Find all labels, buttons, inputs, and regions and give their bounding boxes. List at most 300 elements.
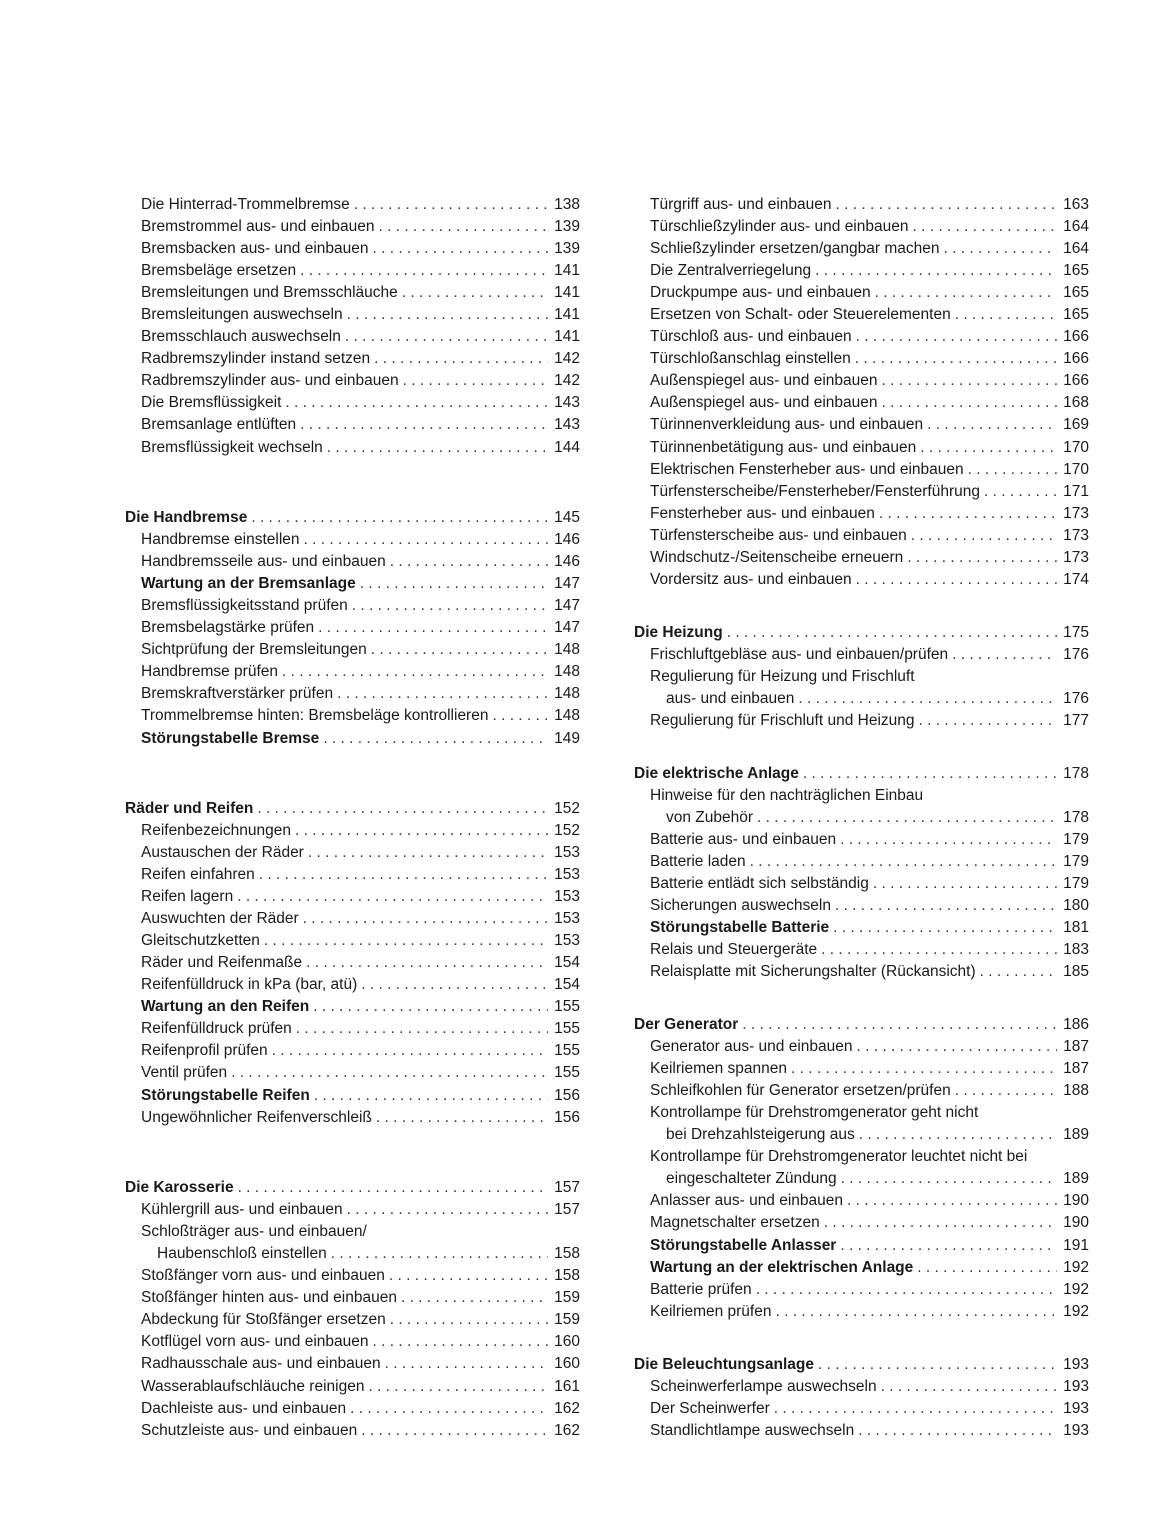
toc-entry-title: Bremsanlage entlüften [141, 416, 297, 433]
toc-entry [125, 238, 580, 260]
dot-leader [314, 1085, 548, 1107]
toc-entry-title: Vordersitz aus- und einbauen [650, 571, 852, 588]
toc-page-number: 152 [554, 822, 580, 839]
toc-section-heading [125, 507, 580, 529]
dot-leader [875, 282, 1057, 304]
dot-leader [955, 304, 1057, 326]
toc-entry [634, 666, 1089, 688]
toc-entry [125, 1353, 580, 1375]
toc-entry [125, 661, 580, 683]
toc-entry-title: Radhausschale aus- und einbauen [141, 1355, 381, 1372]
toc-entry-title: Die Heizung [634, 624, 723, 641]
toc-page-number: 193 [1063, 1422, 1089, 1439]
toc-entry-title: Gleitschutzketten [141, 932, 260, 949]
toc-entry-title: Störungstabelle Bremse [141, 730, 320, 747]
toc-entry-title: Batterie entlädt sich selbständig [650, 875, 869, 892]
toc-entry [634, 895, 1089, 917]
toc-entry [125, 617, 580, 639]
dot-leader [403, 370, 548, 392]
toc-entry [634, 1036, 1089, 1058]
toc-entry [125, 908, 580, 930]
toc-entry [125, 820, 580, 842]
toc-page-number: 166 [1063, 328, 1089, 345]
toc-entry [634, 414, 1089, 436]
toc-entry-title: Kühlergrill aus- und einbauen [141, 1201, 343, 1218]
toc-page-number: 166 [1063, 350, 1089, 367]
toc-entry [125, 1243, 580, 1265]
dot-leader [373, 1331, 549, 1353]
toc-entry-title: Die elektrische Anlage [634, 765, 799, 782]
toc-entry [634, 1212, 1089, 1234]
toc-entry [125, 1331, 580, 1353]
dot-leader [919, 710, 1058, 732]
toc-page-number: 142 [554, 350, 580, 367]
toc-entry-title: Wartung an der Bremsanlage [141, 575, 356, 592]
dot-leader [295, 820, 548, 842]
toc-entry [125, 529, 580, 551]
toc-entry [634, 525, 1089, 547]
toc-entry-title: Batterie laden [650, 853, 746, 870]
toc-page-number: 147 [554, 619, 580, 636]
dot-leader [354, 194, 548, 216]
toc-entry-title: Haubenschloß einstellen [157, 1245, 327, 1262]
toc-entry-title: Wartung an der elektrischen Anlage [650, 1259, 914, 1276]
dot-leader [927, 414, 1057, 436]
dot-leader [323, 728, 548, 750]
toc-entry [125, 639, 580, 661]
dot-leader [285, 392, 548, 414]
toc-entry-title: Kontrollampe für Drehstromgenerator leuchtet nicht bei [650, 1148, 1028, 1165]
toc-page-number: 156 [554, 1087, 580, 1104]
toc-page-number: 190 [1063, 1192, 1089, 1209]
toc-entry-title: bei Drehzahlsteigerung aus [666, 1126, 855, 1143]
toc-entry-title: Bremsflüssigkeit wechseln [141, 439, 323, 456]
toc-page-number: 186 [1063, 1016, 1089, 1033]
toc-entry-title: Räder und Reifenmaße [141, 954, 303, 971]
toc-page-number: 155 [554, 1020, 580, 1037]
dot-leader [237, 886, 548, 908]
toc-page-number: 170 [1063, 439, 1089, 456]
toc-entry [125, 370, 580, 392]
dot-leader [757, 807, 1057, 829]
toc-page-number: 143 [554, 394, 580, 411]
toc-entry [634, 851, 1089, 873]
dot-leader [835, 895, 1057, 917]
toc-entry [634, 392, 1089, 414]
toc-entry-title: Die Bremsflüssigkeit [141, 394, 282, 411]
dot-leader [345, 326, 548, 348]
dot-leader [756, 1279, 1057, 1301]
dot-leader [952, 644, 1057, 666]
toc-page-number: 171 [1063, 483, 1089, 500]
toc-entry [125, 595, 580, 617]
toc-entry-title: Störungstabelle Reifen [141, 1087, 310, 1104]
toc-entry-title: Reifen lagern [141, 888, 234, 905]
toc-page-number: 179 [1063, 853, 1089, 870]
toc-page-number: 139 [554, 240, 580, 257]
toc-entry [634, 370, 1089, 392]
toc-page-number: 157 [554, 1201, 580, 1218]
dot-leader [879, 503, 1057, 525]
toc-entry-title: Ersetzen von Schalt- oder Steuerelementen [650, 306, 951, 323]
toc-entry [125, 551, 580, 573]
dot-leader [984, 481, 1057, 503]
toc-entry-title: Türinnenbetätigung aus- und einbauen [650, 439, 917, 456]
dot-leader [402, 282, 548, 304]
toc-entry-title: Abdeckung für Stoßfänger ersetzen [141, 1311, 386, 1328]
toc-entry [634, 503, 1089, 525]
toc-page-number: 162 [554, 1422, 580, 1439]
dot-leader [385, 1353, 548, 1375]
toc-entry-title: Türschloß aus- und einbauen [650, 328, 852, 345]
toc-entry-title: eingeschalteter Zündung [666, 1170, 837, 1187]
toc-entry-title: Frischluftgebläse aus- und einbauen/prüfen [650, 646, 949, 663]
toc-page-number: 189 [1063, 1170, 1089, 1187]
dot-leader [980, 961, 1057, 983]
toc-entry [125, 1085, 580, 1107]
dot-leader [303, 908, 548, 930]
dot-leader [390, 1309, 548, 1331]
toc-page-number: 156 [554, 1109, 580, 1126]
toc-entry [634, 547, 1089, 569]
toc-page-number: 162 [554, 1400, 580, 1417]
dot-leader [873, 873, 1057, 895]
toc-entry [125, 392, 580, 414]
toc-page-number: 193 [1063, 1356, 1089, 1373]
toc-page-number: 138 [554, 196, 580, 213]
toc-page-number: 141 [554, 262, 580, 279]
toc-page-number: 152 [554, 800, 580, 817]
dot-leader [401, 1287, 548, 1309]
dot-leader [857, 1036, 1057, 1058]
toc-entry [125, 974, 580, 996]
toc-entry-title: Bremsflüssigkeitsstand prüfen [141, 597, 348, 614]
toc-entry-title: Die Zentralverriegelung [650, 262, 812, 279]
toc-entry-title: Die Beleuchtungsanlage [634, 1356, 815, 1373]
toc-entry [634, 569, 1089, 591]
dot-leader [251, 507, 548, 529]
dot-leader [727, 622, 1057, 644]
toc-page-number: 187 [1063, 1038, 1089, 1055]
toc-page-number: 173 [1063, 505, 1089, 522]
toc-page-number: 193 [1063, 1400, 1089, 1417]
dot-leader [296, 1018, 548, 1040]
toc-section-heading [125, 1177, 580, 1199]
toc-entry [634, 1279, 1089, 1301]
toc-page-number: 141 [554, 328, 580, 345]
dot-leader [374, 348, 548, 370]
toc-entry-title: Sicherungen auswechseln [650, 897, 831, 914]
toc-page-number: 153 [554, 888, 580, 905]
dot-leader [313, 996, 548, 1018]
dot-leader [775, 1301, 1057, 1323]
toc-page-number: 146 [554, 553, 580, 570]
toc-page-number: 165 [1063, 262, 1089, 279]
toc-entry-title: Reifenprofil prüfen [141, 1042, 268, 1059]
dot-leader [955, 1080, 1057, 1102]
toc-entry [125, 1018, 580, 1040]
toc-entry-title: Batterie aus- und einbauen [650, 831, 837, 848]
toc-entry [634, 1080, 1089, 1102]
toc-page-number: 148 [554, 641, 580, 658]
toc-entry [634, 1235, 1089, 1257]
dot-leader [378, 216, 548, 238]
dot-leader [492, 705, 548, 727]
toc-page-number: 188 [1063, 1082, 1089, 1099]
toc-page-number: 154 [554, 954, 580, 971]
toc-entry-title: Handbremse prüfen [141, 663, 278, 680]
toc-page-number: 183 [1063, 941, 1089, 958]
toc-entry [634, 939, 1089, 961]
toc-entry-title: Druckpumpe aus- und einbauen [650, 284, 871, 301]
toc-page-number: 147 [554, 597, 580, 614]
toc-entry [634, 1102, 1089, 1124]
toc-page-number: 155 [554, 1042, 580, 1059]
toc-entry [125, 842, 580, 864]
toc-page-number: 191 [1063, 1237, 1089, 1254]
toc-page-number: 159 [554, 1289, 580, 1306]
toc-entry [125, 1221, 580, 1243]
toc-page-number: 180 [1063, 897, 1089, 914]
toc-entry [125, 1398, 580, 1420]
toc-entry-title: Scheinwerferlampe auswechseln [650, 1378, 877, 1395]
toc-entry [634, 873, 1089, 895]
toc-entry [125, 414, 580, 436]
toc-page-number: 177 [1063, 712, 1089, 729]
toc-entry [125, 705, 580, 727]
toc-entry-title: Reifenfülldruck in kPa (bar, atü) [141, 976, 358, 993]
toc-entry [634, 917, 1089, 939]
toc-entry-title: Die Karosserie [125, 1179, 234, 1196]
toc-entry-title: Bremsbacken aus- und einbauen [141, 240, 369, 257]
toc-page-number: 153 [554, 932, 580, 949]
toc-page-number: 181 [1063, 919, 1089, 936]
toc-entry-title: Ungewöhnlicher Reifenverschleiß [141, 1109, 372, 1126]
toc-page-number: 160 [554, 1355, 580, 1372]
toc-entry [125, 996, 580, 1018]
toc-entry-title: Die Hinterrad-Trommelbremse [141, 196, 350, 213]
toc-entry-title: Bremstrommel aus- und einbauen [141, 218, 375, 235]
toc-entry-title: Der Scheinwerfer [650, 1400, 770, 1417]
dot-leader [824, 1212, 1057, 1234]
dot-leader [376, 1107, 548, 1129]
dot-leader [911, 525, 1057, 547]
toc-entry [634, 238, 1089, 260]
toc-entry-title: Radbremszylinder aus- und einbauen [141, 372, 399, 389]
dot-leader [308, 842, 548, 864]
toc-entry-title: Schutzleiste aus- und einbauen [141, 1422, 358, 1439]
toc-entry [634, 282, 1089, 304]
toc-entry [634, 1301, 1089, 1323]
toc-page-number: 164 [1063, 240, 1089, 257]
toc-entry [634, 644, 1089, 666]
toc-entry [125, 1376, 580, 1398]
toc-entry-title: Störungstabelle Anlasser [650, 1237, 837, 1254]
toc-entry-title: Handbremse einstellen [141, 531, 300, 548]
toc-page-number: 193 [1063, 1378, 1089, 1395]
dot-leader [858, 1420, 1057, 1442]
toc-entry [634, 1190, 1089, 1212]
dot-leader [264, 930, 548, 952]
toc-page-number: 153 [554, 844, 580, 861]
dot-leader [360, 573, 548, 595]
toc-entry [125, 886, 580, 908]
toc-page-number: 157 [554, 1179, 580, 1196]
toc-entry-title: Türfensterscheibe aus- und einbauen [650, 527, 907, 544]
dot-leader [836, 194, 1057, 216]
toc-page-number: 153 [554, 910, 580, 927]
toc-entry [634, 459, 1089, 481]
toc-entry-title: Sichtprüfung der Bremsleitungen [141, 641, 367, 658]
toc-page-number: 173 [1063, 549, 1089, 566]
toc-page-number: 147 [554, 575, 580, 592]
toc-page-number: 161 [554, 1378, 580, 1395]
toc-entry [634, 1168, 1089, 1190]
toc-page-number: 164 [1063, 218, 1089, 235]
toc-entry-title: Keilriemen spannen [650, 1060, 788, 1077]
toc-entry [634, 260, 1089, 282]
toc-entry [634, 829, 1089, 851]
dot-leader [815, 260, 1057, 282]
dot-leader [389, 1265, 548, 1287]
toc-page-number: 155 [554, 1064, 580, 1081]
toc-entry-title: Außenspiegel aus- und einbauen [650, 372, 878, 389]
dot-leader [300, 414, 548, 436]
dot-leader [257, 798, 548, 820]
toc-page-number: 166 [1063, 372, 1089, 389]
dot-leader [337, 683, 548, 705]
toc-entry-title: Batterie prüfen [650, 1281, 752, 1298]
toc-entry-title: Störungstabelle Batterie [650, 919, 830, 936]
toc-entry-title: Bremskraftverstärker prüfen [141, 685, 334, 702]
dot-leader [331, 1243, 548, 1265]
toc-entry-title: Relaisplatte mit Sicherungshalter (Rückansicht) [650, 963, 976, 980]
dot-leader [304, 529, 548, 551]
toc-page-number: 145 [554, 509, 580, 526]
toc-entry [125, 1420, 580, 1442]
toc-entry-title: Türschloßanschlag einstellen [650, 350, 851, 367]
dot-leader [327, 437, 548, 459]
dot-leader [803, 763, 1057, 785]
toc-entry-title: Bremsleitungen auswechseln [141, 306, 343, 323]
toc-page-number: 178 [1063, 809, 1089, 826]
toc-entry [125, 1107, 580, 1129]
dot-leader [833, 917, 1057, 939]
dot-leader [231, 1062, 548, 1084]
dot-leader [818, 1354, 1057, 1376]
toc-entry [634, 326, 1089, 348]
toc-entry-title: Magnetschalter ersetzen [650, 1214, 820, 1231]
toc-page-number: 155 [554, 998, 580, 1015]
toc-entry [125, 1199, 580, 1221]
dot-leader [390, 551, 548, 573]
toc-page-number: 158 [554, 1267, 580, 1284]
toc-entry [125, 260, 580, 282]
toc-page-number: 165 [1063, 306, 1089, 323]
dot-leader [856, 569, 1057, 591]
dot-leader [882, 370, 1057, 392]
toc-entry-title: Schließzylinder ersetzen/gangbar machen [650, 240, 940, 257]
toc-entry-title: Fensterheber aus- und einbauen [650, 505, 875, 522]
toc-entry [634, 304, 1089, 326]
dot-leader [968, 459, 1057, 481]
dot-leader [742, 1014, 1057, 1036]
toc-entry [634, 1257, 1089, 1279]
toc-entry [125, 348, 580, 370]
toc-entry-title: Reifenbezeichnungen [141, 822, 291, 839]
dot-leader [361, 1420, 548, 1442]
toc-page-number: 142 [554, 372, 580, 389]
toc-entry-title: Relais und Steuergeräte [650, 941, 818, 958]
toc-page-number: 178 [1063, 765, 1089, 782]
toc-entry-title: Wasserablaufschläuche reinigen [141, 1378, 365, 1395]
toc-entry-title: Kotflügel vorn aus- und einbauen [141, 1333, 369, 1350]
dot-leader [847, 1190, 1057, 1212]
toc-entry [125, 437, 580, 459]
toc-page-number: 189 [1063, 1126, 1089, 1143]
toc-entry [125, 1309, 580, 1331]
toc-entry-title: Radbremszylinder instand setzen [141, 350, 371, 367]
toc-page-number: 187 [1063, 1060, 1089, 1077]
toc-entry-title: Türinnenverkleidung aus- und einbauen [650, 416, 924, 433]
toc-page-number: 176 [1063, 690, 1089, 707]
toc-entry [125, 952, 580, 974]
toc-entry [634, 1376, 1089, 1398]
dot-leader [238, 1177, 548, 1199]
toc-entry-title: Bremsschlauch auswechseln [141, 328, 341, 345]
toc-entry [125, 1265, 580, 1287]
toc-entry-title: Der Generator [634, 1016, 739, 1033]
dot-leader [300, 260, 548, 282]
toc-entry [125, 864, 580, 886]
toc-entry [125, 216, 580, 238]
toc-page-number: 148 [554, 707, 580, 724]
toc-page-number: 148 [554, 663, 580, 680]
toc-page-number: 149 [554, 730, 580, 747]
toc-page-number: 192 [1063, 1259, 1089, 1276]
toc-entry-title: Handbremsseile aus- und einbauen [141, 553, 386, 570]
toc-entry-title: Trommelbremse hinten: Bremsbeläge kontrollieren [141, 707, 489, 724]
toc-entry [125, 1062, 580, 1084]
dot-leader [774, 1398, 1057, 1420]
toc-page-number: 179 [1063, 831, 1089, 848]
dot-leader [859, 1124, 1057, 1146]
toc-entry [634, 1146, 1089, 1168]
toc-entry [634, 807, 1089, 829]
toc-page-number: 154 [554, 976, 580, 993]
dot-leader [350, 1398, 548, 1420]
toc-page-number: 146 [554, 531, 580, 548]
toc-entry-title: Reifenfülldruck prüfen [141, 1020, 292, 1037]
dot-leader [750, 851, 1057, 873]
toc-section-heading [634, 1354, 1089, 1376]
toc-entry-title: Anlasser aus- und einbauen [650, 1192, 844, 1209]
toc-entry-title: aus- und einbauen [666, 690, 795, 707]
dot-leader [856, 326, 1057, 348]
toc-entry-title: Keilriemen prüfen [650, 1303, 772, 1320]
toc-page-number: 141 [554, 306, 580, 323]
toc-entry-title: Standlichtlampe auswechseln [650, 1422, 855, 1439]
dot-leader [920, 437, 1057, 459]
dot-leader [306, 952, 548, 974]
toc-entry-title: von Zubehör [666, 809, 754, 826]
toc-page-number: 169 [1063, 416, 1089, 433]
toc-entry [125, 930, 580, 952]
dot-leader [855, 348, 1057, 370]
toc-page-number: 192 [1063, 1281, 1089, 1298]
dot-leader [347, 304, 548, 326]
toc-page-number: 190 [1063, 1214, 1089, 1231]
